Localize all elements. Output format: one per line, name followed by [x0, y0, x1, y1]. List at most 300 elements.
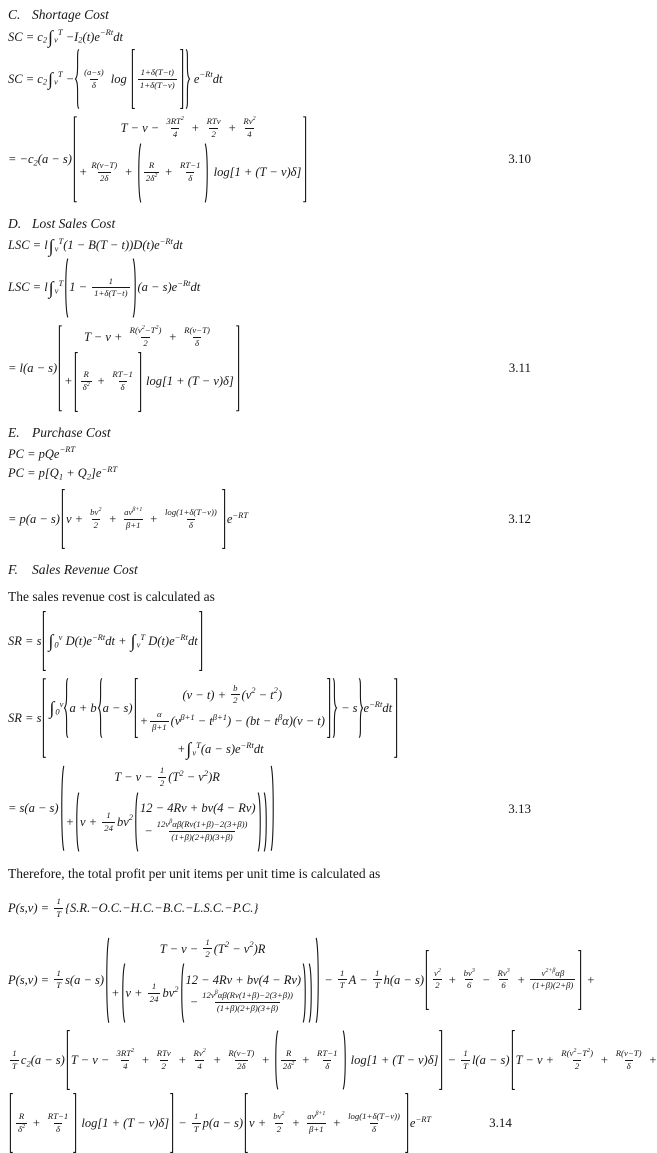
math-row: [372, 1124, 376, 1136]
numerator: [54, 896, 62, 908]
delimited-group: [97, 678, 338, 738]
superscript: [59, 444, 75, 455]
math-text: 2: [141, 324, 145, 331]
math-row: [121, 116, 260, 141]
math-text: T − v −: [70, 1052, 113, 1067]
math-row: [211, 129, 215, 141]
denominator: [231, 694, 239, 707]
stretchy-delimiter: [198, 611, 204, 671]
math-text: −: [478, 972, 494, 987]
math-text: R: [83, 369, 89, 380]
delimited-group: [60, 489, 227, 549]
math-text: δ: [18, 1123, 23, 1134]
numerator: [432, 968, 443, 980]
math-row: [217, 1003, 278, 1015]
equation-line: [8, 1030, 657, 1090]
math-row: [561, 1048, 593, 1060]
math-text: 12v: [156, 819, 170, 830]
math-row: [541, 968, 564, 980]
math-text: 1: [58, 471, 64, 482]
math-text: log(1+δ(T−v)): [164, 506, 217, 517]
fraction: [305, 1111, 327, 1136]
math-text: v: [54, 76, 58, 87]
math-row: [169, 818, 172, 826]
math-row: [247, 129, 251, 141]
math-text: (T: [213, 941, 225, 956]
stacked-rows: [64, 325, 234, 412]
superscript: [175, 631, 188, 642]
denominator: [530, 979, 575, 992]
math-row: [94, 520, 98, 532]
math-row: [415, 1113, 431, 1124]
delimited-group: [41, 611, 203, 671]
math-text: 2: [435, 980, 440, 991]
subscript: [78, 35, 82, 46]
math-row: [249, 939, 253, 950]
math-expression: [8, 116, 308, 203]
delimited-group: [133, 792, 263, 852]
denominator: [54, 908, 63, 921]
math-text: e: [226, 511, 233, 526]
math-text: 2: [224, 938, 230, 949]
stretchy-delimiter: [424, 950, 430, 1010]
equation-line: [8, 765, 621, 852]
fraction: [530, 968, 575, 993]
math-text: 2: [98, 506, 102, 513]
math-text: R(v−T): [228, 1047, 255, 1058]
math-row: [111, 963, 314, 1023]
superscript: [573, 1047, 576, 1055]
math-text: h(a − s): [383, 972, 425, 987]
math-row: [19, 1111, 24, 1123]
math-expression: [8, 936, 595, 1024]
fraction: [128, 325, 164, 350]
math-text: δ: [188, 173, 193, 184]
fraction: [54, 896, 63, 921]
math-text: RTv: [156, 1047, 171, 1058]
stretchy-delimiter: [130, 49, 136, 109]
math-text: 2δ: [237, 1060, 246, 1071]
superscript: [315, 1110, 325, 1118]
math-row: [79, 143, 301, 203]
math-text: T − v +: [83, 329, 126, 344]
math-text: 1+δ(T−t): [140, 66, 174, 77]
math-text: −: [444, 1052, 460, 1067]
numerator: [10, 1048, 18, 1060]
math-row: [12, 1048, 16, 1060]
math-text: β+1: [308, 1123, 324, 1134]
math-row: [207, 116, 221, 128]
math-row: [154, 172, 157, 180]
subscript: [87, 471, 91, 482]
math-text: δ: [371, 1123, 377, 1134]
math-row: [464, 968, 475, 980]
math-text: v +: [249, 1115, 270, 1130]
math-row: [233, 683, 237, 695]
math-text: 1+δ(T−t): [94, 288, 128, 299]
numerator: [89, 160, 119, 172]
math-row: [173, 129, 177, 141]
math-text: 6: [466, 980, 472, 991]
math-text: β+1: [132, 506, 143, 513]
stretchy-delimiter: [270, 765, 276, 852]
math-row: [575, 1061, 579, 1073]
denominator: [54, 1123, 62, 1136]
fraction: [203, 937, 211, 962]
denominator: [465, 979, 473, 992]
equation-line: [8, 443, 621, 463]
math-text: log[1 + (T − v)δ]: [347, 1052, 439, 1067]
math-row: [140, 80, 175, 92]
numerator: [155, 709, 164, 721]
math-row: [121, 382, 125, 394]
superscript: [545, 967, 555, 975]
math-row: [146, 173, 157, 185]
math-text: 2: [211, 128, 216, 139]
math-text: dt: [382, 700, 393, 715]
math-row: [8, 489, 248, 549]
numerator: [271, 1111, 286, 1123]
math-text: R(v−T): [615, 1047, 642, 1058]
stacked-rows: [48, 678, 392, 758]
math-text: P(s,v) =: [8, 972, 53, 987]
fraction: [495, 968, 511, 993]
math-text: 2: [587, 1047, 591, 1054]
math-text: 1 −: [69, 280, 91, 295]
math-text: +: [105, 511, 121, 526]
math-row: [78, 35, 82, 46]
fraction: [192, 1111, 201, 1136]
equation-line: [8, 1093, 621, 1153]
math-text: 2: [203, 767, 209, 778]
math-row: [59, 471, 63, 482]
math-row: [213, 712, 227, 723]
math-text: (1+β)(2+β)(3+β): [216, 1003, 279, 1014]
math-row: [532, 980, 573, 992]
math-text: −Rt: [91, 631, 106, 642]
superscript: [160, 236, 173, 247]
superscript: [587, 1047, 590, 1055]
numerator: [192, 1048, 208, 1060]
math-row: [195, 338, 199, 350]
math-text: +: [165, 329, 181, 344]
superscript: [87, 381, 90, 389]
math-text: ) − (bt − t: [227, 714, 278, 729]
math-text: e: [190, 71, 200, 86]
math-row: [56, 980, 61, 992]
math-text: v: [136, 638, 141, 649]
math-text: 4: [123, 1060, 128, 1071]
math-text: dt: [190, 280, 201, 295]
numerator: [107, 276, 115, 288]
math-text: 2: [128, 812, 134, 823]
math-text: −Rt: [99, 27, 114, 38]
math-text: R: [18, 1110, 25, 1121]
superscript: [140, 631, 145, 642]
math-text: (v: [170, 714, 181, 729]
math-text: PC = pQe: [8, 446, 60, 461]
math-text: ): [590, 1047, 594, 1058]
math-text: α)(v − t): [282, 714, 325, 729]
math-row: [190, 990, 297, 1015]
delimited-group: [273, 1030, 348, 1090]
math-text: 12 − 4Rv + bv(4 − Rv): [185, 972, 302, 987]
math-text: −: [321, 972, 336, 987]
denominator: [373, 979, 382, 992]
math-text: T: [56, 908, 62, 919]
math-row: [8, 49, 222, 109]
math-text: +: [298, 1052, 314, 1067]
math-row: [181, 115, 184, 123]
math-row: [84, 67, 104, 79]
math-row: [180, 712, 194, 723]
math-row: [94, 288, 127, 300]
math-text: c: [20, 1052, 27, 1067]
math-row: [253, 115, 256, 123]
math-text: −: [175, 1115, 190, 1130]
math-text: +: [329, 1115, 345, 1130]
subscript: [26, 1058, 30, 1069]
math-expression: [8, 325, 241, 412]
delimited-group: [104, 937, 321, 1024]
math-text: s(a − s): [65, 972, 105, 987]
stretchy-delimiter: [74, 49, 80, 109]
math-row: [325, 1061, 329, 1073]
math-row: [106, 810, 110, 822]
math-text: = −c: [8, 152, 34, 166]
math-row: [8, 937, 595, 1024]
math-text: 0: [55, 705, 60, 716]
math-row: [87, 381, 90, 389]
fraction: [102, 810, 115, 835]
math-row: [8, 1030, 657, 1090]
denominator: [121, 1060, 129, 1073]
math-text: +: [111, 985, 120, 1000]
math-text: (a−s): [84, 66, 104, 77]
math-row: [467, 980, 471, 992]
fraction: [89, 160, 119, 185]
stretchy-delimiter: [263, 792, 269, 852]
math-row: [8, 28, 123, 46]
denominator: [338, 979, 347, 992]
math-row: [58, 278, 63, 289]
math-text: +: [139, 714, 149, 729]
stacked-rows: [186, 972, 302, 1016]
math-text: +: [513, 972, 529, 987]
math-row: [369, 698, 382, 709]
math-text: δ: [55, 1123, 61, 1134]
superscript: [58, 69, 63, 80]
denominator: [54, 979, 63, 992]
stretchy-delimiter: [41, 611, 47, 671]
math-row: [48, 678, 392, 738]
superscript: [100, 27, 113, 38]
superscript: [154, 172, 157, 180]
math-text: +: [176, 741, 186, 756]
math-row: [340, 980, 345, 992]
denominator: [141, 337, 149, 350]
math-text: SR = s: [8, 633, 42, 648]
math-text: (a − s): [37, 152, 72, 166]
numerator: [82, 67, 106, 79]
math-text: +: [224, 121, 240, 135]
math-text: A −: [348, 972, 371, 987]
delimited-group: [73, 352, 143, 412]
math-text: β: [277, 711, 283, 722]
math-text: T − v +: [515, 1052, 558, 1067]
math-text: +: [93, 374, 109, 389]
math-row: [277, 1124, 281, 1136]
math-text: 1: [194, 1110, 199, 1121]
equation-number: 3.12: [508, 511, 531, 527]
fraction: [54, 968, 63, 993]
heading-label: E.: [8, 424, 20, 440]
math-text: β+1: [125, 519, 141, 530]
math-text: 2: [86, 381, 90, 388]
fraction: [88, 507, 103, 532]
math-text: −RT: [101, 463, 118, 474]
stacked-rows: [79, 116, 301, 203]
denominator: [433, 979, 441, 992]
math-text: = l(a − s): [8, 360, 58, 375]
numerator: [614, 1048, 644, 1060]
math-text: β: [169, 819, 173, 826]
stretchy-delimiter: [235, 325, 241, 412]
math-text: D(t)e: [62, 633, 92, 648]
math-text: −: [189, 995, 199, 1010]
math-text: 2: [249, 938, 254, 949]
superscript: [131, 1047, 134, 1055]
math-text: +: [161, 165, 176, 180]
math-text: 1: [56, 967, 61, 978]
superscript: [174, 983, 178, 994]
math-text: 2: [33, 157, 38, 168]
math-row: [100, 27, 113, 38]
math-text: 2: [42, 34, 48, 45]
math-text: e: [409, 1115, 416, 1130]
math-text: δ: [626, 1060, 631, 1071]
math-text: log(1+δ(T−v)): [348, 1110, 400, 1121]
math-text: 1+δ(T−v): [139, 79, 175, 90]
math-text: v: [541, 967, 546, 978]
math-text: (a − s)e: [200, 741, 241, 756]
math-text: β+1: [180, 711, 195, 722]
math-text: dt: [172, 238, 183, 253]
math-text: δ: [91, 79, 96, 90]
math-text: 2: [252, 116, 256, 123]
math-text: 1: [151, 980, 157, 991]
fraction: [163, 507, 219, 532]
superscript: [241, 739, 254, 750]
heading-title: Purchase Cost: [32, 424, 111, 440]
fraction: [110, 369, 135, 394]
math-row: [92, 80, 96, 92]
math-text: T: [56, 980, 62, 991]
math-text: +: [288, 1115, 304, 1130]
denominator: [169, 831, 234, 844]
superscript: [129, 812, 133, 823]
numerator: [122, 507, 144, 519]
math-text: 2: [22, 1123, 26, 1130]
denominator: [186, 172, 194, 185]
math-text: −Rt: [177, 277, 191, 288]
math-row: [545, 967, 555, 975]
math-text: PC = p[Q: [8, 466, 59, 481]
math-text: +: [209, 1052, 225, 1067]
math-row: [186, 972, 302, 989]
math-text: = s(a − s): [8, 801, 59, 816]
numerator: [104, 810, 112, 822]
stretchy-delimiter: [393, 678, 399, 758]
math-text: β+1: [315, 1110, 326, 1117]
math-text: T: [57, 27, 63, 38]
math-text: +: [187, 121, 203, 135]
math-text: av: [124, 506, 133, 517]
denominator: [158, 777, 166, 790]
numerator: [346, 1111, 402, 1123]
math-text: bv: [463, 967, 472, 978]
math-text: e: [363, 700, 370, 715]
math-text: −RT: [232, 509, 249, 520]
math-text: +: [29, 1115, 44, 1130]
math-text: −Rt: [159, 235, 173, 246]
denominator: [98, 172, 110, 185]
superscript: [472, 967, 475, 975]
math-row: [43, 77, 47, 88]
math-text: 1: [463, 1047, 468, 1058]
math-row: [174, 983, 178, 994]
math-text: ): [158, 324, 162, 335]
integral-sign: ∫: [130, 631, 136, 652]
math-row: [273, 1111, 284, 1123]
math-row: [64, 352, 234, 412]
math-text: 1: [205, 936, 210, 947]
math-row: [131, 1047, 134, 1055]
integral-sign: ∫: [48, 69, 54, 90]
delimited-group: [510, 1030, 657, 1090]
denominator: [235, 1060, 247, 1073]
math-text: +: [597, 1052, 612, 1067]
numerator: [110, 369, 135, 381]
numerator: [192, 1111, 200, 1123]
math-text: (1+β)(2+β)(3+β): [171, 831, 233, 842]
math-text: 4: [247, 128, 252, 139]
subscript: [43, 35, 47, 46]
numerator: [139, 67, 176, 79]
math-row: [282, 1110, 285, 1118]
math-text: 4: [172, 128, 178, 139]
math-text: − s: [337, 700, 358, 715]
math-row: [56, 909, 61, 921]
math-text: 2: [202, 1047, 206, 1054]
denominator: [92, 287, 129, 300]
math-row: [189, 520, 193, 532]
fraction: [315, 1048, 340, 1073]
superscript: [132, 506, 142, 514]
math-row: [56, 968, 60, 980]
math-text: 3RT: [116, 1047, 132, 1058]
math-row: [196, 739, 201, 750]
math-row: [205, 949, 209, 961]
stretchy-delimiter: [59, 765, 65, 852]
delimited-group: [424, 950, 583, 1010]
superscript: [177, 278, 190, 289]
superscript: [179, 768, 183, 779]
math-row: [8, 896, 258, 921]
math-row: [205, 937, 209, 949]
superscript: [253, 115, 256, 123]
math-text: (a − s)e: [137, 280, 178, 295]
